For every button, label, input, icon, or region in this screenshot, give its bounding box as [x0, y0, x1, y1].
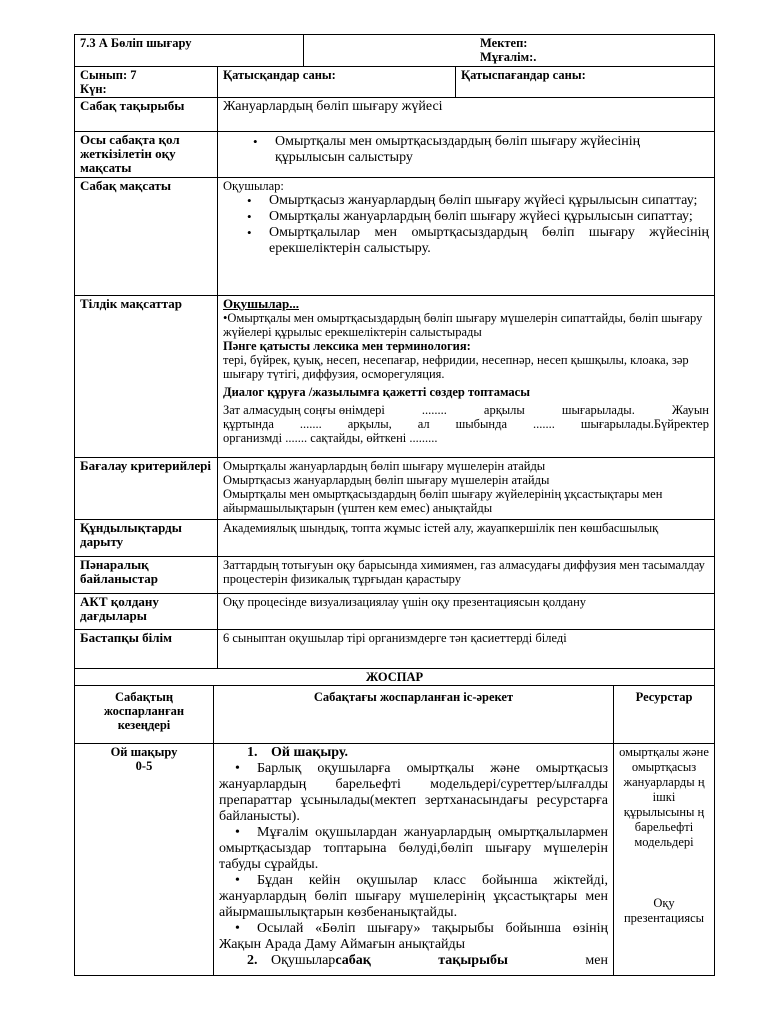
ict-label: АКТ қолдану дағдылары [75, 594, 218, 630]
grade-day-cell [75, 67, 218, 98]
topic-value: Жануарлардың бөліп шығару жүйесі [218, 98, 715, 132]
step2-line [247, 953, 608, 969]
dialog-blank: ........ [421, 403, 447, 417]
resource-models: омыртқалы және омыртқасыз жануарларды ң ішкі құрылысыны ң барельефті модельдері [619, 745, 709, 849]
language-goals-label: Тілдік мақсаттар [75, 296, 218, 458]
lesson-goal-cell [218, 178, 715, 296]
dialog-phrase: Зат алмасудың соңғы өнімдері [223, 403, 385, 417]
dialog-phrase: Жауын [671, 403, 709, 417]
plan-title: ЖОСПАР [75, 669, 715, 686]
learning-goal-cell [218, 132, 715, 178]
cross-curricular-text: Заттардың тотығуын оқу барысында химиямен, газ алмасудағы диффузия мен тасымалдау процестерін физикалық тұрғыдан қарастыру [218, 557, 715, 594]
activity-paragraph: • Мұғалім оқушылардан жануарлардың омыртқалылармен омыртқасыздар топтарына бөлуді,бөліп шығару мүшелерін табуды сұрайды. [219, 825, 608, 872]
dialog-blank: ......... [409, 431, 438, 445]
criteria-line: Омыртқасыз жануарлардың бөліп шығару мүшелерін атайды [223, 473, 550, 487]
lesson-goal-intro: Оқушылар: [223, 179, 284, 193]
values-label: Құндылықтарды дарыту [75, 520, 218, 557]
learning-goal-item: • Омыртқалы мен омыртқасыздардың бөліп шығару жүйесінің құрылысын салыстыру [275, 134, 709, 166]
stage-name: Ой шақыру [110, 745, 178, 759]
dialog-phrase: шығарылады. [561, 403, 635, 417]
lesson-goal-label: Сабақ мақсаты [75, 178, 218, 296]
grade-label: Сынып: 7 [80, 68, 137, 82]
lesson-plan-page [74, 34, 714, 976]
activity-paragraph: • Бұдан кейін оқушылар класс бойынша жіктейді, жануарлардың бөліп шығару мүшелерінің ұқсастықтары мен айырмашылықтарын көзбенанықтайды. [219, 873, 608, 920]
criteria-line: Омыртқалы мен омыртқасыздардың бөліп шығару жүйелерінің ұқсастықтары мен айырмашылықтарын (үштен кем емес) анықтайды [223, 487, 663, 515]
activity-paragraph: • Барлық оқушыларға омыртқалы және омыртқасыз жануарлардың барельефті модельдері/суреттер/ылғалды препараттар ұсынылады(мектеп зертханасындағы ресурстарға байланысты). [219, 761, 608, 824]
unit-title: 7.3 А Бөліп шығару [75, 35, 304, 67]
dialog-phrase: арқылы, [347, 417, 392, 431]
dialog-phrase: сақтайды, өйткені [310, 431, 407, 445]
dialog-phrases [223, 403, 709, 445]
cross-curricular-label: Пәнаралық байланыстар [75, 557, 218, 594]
teacher-label: Мұғалім:. [480, 50, 537, 64]
dialog-blank: ....... [285, 431, 308, 445]
lesson-goal-item: • Омыртқалылар мен омыртқасыздардың бөліп шығару жүйесінің ерекшеліктерін салыстыру. [269, 225, 709, 257]
step2-number: 2. [247, 953, 258, 968]
language-goals-text: •Омыртқалы мен омыртқасыздардың бөліп шығару мүшелерін сипаттайды, бөліп шығару жүйелері құрылыс ерекшеліктерін салыстырады [223, 311, 703, 339]
resources-cell [614, 744, 715, 976]
stage-cell [75, 744, 214, 976]
dialog-phrase: шыбында [455, 417, 508, 431]
step1-title: Ой шақыру. [271, 745, 348, 760]
vocab-heading: Пәнге қатысты лексика мен терминология: [223, 339, 471, 353]
school-label: Мектеп: [480, 36, 528, 50]
criteria-label: Бағалау критерийлері [75, 458, 218, 520]
stage-column-header: Сабақтың жоспарланған кезеңдері [75, 686, 214, 744]
dialog-phrase: құртында [223, 417, 274, 431]
dialog-blank: ....... [533, 417, 555, 431]
dialog-heading: Диалог құруға /жазылымға қажетті сөздер топтамасы [223, 385, 530, 399]
prior-knowledge-text: 6 сыныптан оқушылар тірі организмдерге тән қасиеттерді біледі [218, 630, 715, 669]
activity-column-header: Сабақтағы жоспарланған іс-әрекет [214, 686, 614, 744]
plan-table [74, 668, 715, 976]
lesson-goal-item: • Омыртқалы жануарлардың бөліп шығару жүйесі құрылысын сипаттау; [269, 209, 709, 225]
step2-text-a: Оқушылар [271, 953, 336, 968]
topic-label: Сабақ тақырыбы [75, 98, 218, 132]
resource-presentation: Оқу презентациясы [623, 896, 705, 925]
dialog-phrase: организмді [223, 431, 283, 445]
values-text: Академиялық шындық, топта жұмыс істей алу, жауапкершілік пен көшбасшылық [218, 520, 715, 557]
activity-cell [214, 744, 614, 976]
language-goals-cell [218, 296, 715, 458]
dialog-blank: ....... [299, 417, 322, 431]
school-teacher-cell [304, 35, 715, 67]
criteria-line: Омыртқалы жануарлардың бөліп шығару мүшелерін атайды [223, 459, 546, 473]
ict-text: Оқу процесінде визуализациялау үшін оқу презентациясын қолдану [218, 594, 715, 630]
stage-time: 0-5 [135, 759, 153, 773]
present-count-label: Қатысқандар саны: [218, 67, 456, 98]
vocab-list: тері, бүйрек, қуық, несеп, несепағар, нефридии, несепнәр, несеп қышқылы, клоака, зәр шығару түтігі, диффузия, осморегуляция. [223, 353, 689, 381]
step2-text-b: сабақ тақырыбы [335, 953, 508, 968]
step1-number: 1. [247, 745, 258, 760]
criteria-cell [218, 458, 715, 520]
step2-text-c: мен [585, 953, 608, 968]
resources-column-header: Ресурстар [614, 686, 715, 744]
language-goals-heading: Оқушылар... [223, 296, 300, 311]
step1-heading [247, 745, 608, 761]
absent-count-label: Қатыспағандар саны: [456, 67, 715, 98]
activity-paragraph: • Осылай «Бөліп шығару» тақырыбы бойынша өзінің Жақын Арада Даму Аймағын анықтайды [219, 921, 608, 952]
dialog-phrase: шығарылады.Бүйректер [580, 417, 709, 431]
dialog-phrase: арқылы [483, 403, 525, 417]
lesson-plan-table [74, 34, 715, 669]
learning-goal-label: Осы сабақта қол жеткізілетін оқу мақсаты [75, 132, 218, 178]
prior-knowledge-label: Бастапқы білім [75, 630, 218, 669]
dialog-phrase: ал [417, 417, 430, 431]
lesson-goal-item: • Омыртқасыз жануарлардың бөліп шығару жүйесі құрылысын сипаттау; [269, 193, 709, 209]
day-label: Күн: [80, 82, 107, 96]
